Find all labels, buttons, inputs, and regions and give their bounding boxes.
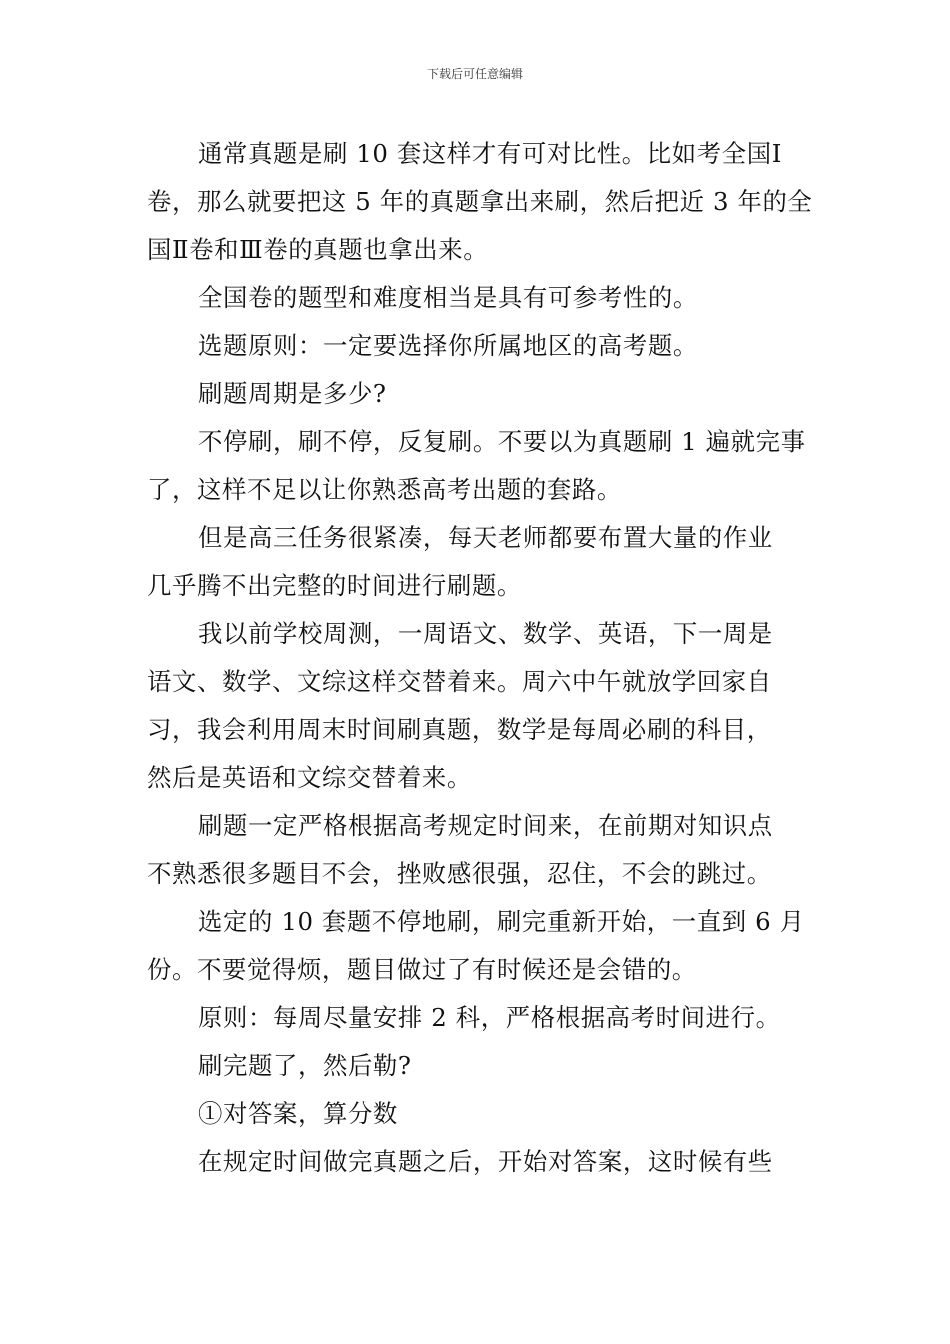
text-line: 份。不要觉得烦，题目做过了有时候还是会错的。 bbox=[147, 955, 697, 984]
paragraph bbox=[147, 610, 807, 802]
text-line: 刷题一定严格根据高考规定时间来，在前期对知识点 bbox=[198, 811, 773, 840]
text-line: 全国卷的题型和难度相当是具有可参考性的。 bbox=[198, 283, 698, 312]
paragraph bbox=[147, 898, 807, 994]
paragraph bbox=[147, 1090, 807, 1138]
text-line: 原则：每周尽量安排 2 科，严格根据高考时间进行。 bbox=[198, 1003, 781, 1032]
text-line: 我以前学校周测，一周语文、数学、英语，下一周是 bbox=[198, 619, 773, 648]
text-line: 不停刷，刷不停，反复刷。不要以为真题刷 1 遍就完事 bbox=[198, 427, 806, 456]
text-line: 但是高三任务很紧凑，每天老师都要布置大量的作业 bbox=[198, 523, 773, 552]
paragraph bbox=[147, 514, 807, 610]
paragraph bbox=[147, 130, 813, 274]
paragraph bbox=[147, 370, 807, 418]
paragraph bbox=[147, 802, 807, 898]
text-line: 卷，那么就要把这 5 年的真题拿出来刷，然后把近 3 年的全 bbox=[147, 187, 813, 216]
text-line: 刷完题了，然后勒? bbox=[198, 1051, 412, 1080]
paragraph bbox=[147, 322, 807, 370]
text-line: 国Ⅱ卷和Ⅲ卷的真题也拿出来。 bbox=[147, 235, 489, 264]
text-line: 几乎腾不出完整的时间进行刷题。 bbox=[147, 571, 522, 600]
page-header: 下载后可任意编辑 bbox=[426, 67, 523, 81]
paragraph bbox=[147, 1138, 807, 1186]
text-line: 然后是英语和文综交替着来。 bbox=[147, 763, 472, 792]
text-line: 不熟悉很多题目不会，挫败感很强，忍住，不会的跳过。 bbox=[147, 859, 772, 888]
paragraph bbox=[147, 274, 807, 322]
text-line: 在规定时间做完真题之后，开始对答案，这时候有些 bbox=[198, 1147, 773, 1176]
text-line: 选定的 10 套题不停地刷，刷完重新开始，一直到 6 月 bbox=[198, 907, 805, 936]
document-body bbox=[147, 130, 813, 1186]
paragraph bbox=[147, 994, 807, 1042]
text-line: 刷题周期是多少? bbox=[198, 379, 387, 408]
text-line: 了，这样不足以让你熟悉高考出题的套路。 bbox=[147, 475, 622, 504]
text-line: 通常真题是刷 10 套这样才有可对比性。比如考全国Ⅰ bbox=[198, 139, 782, 168]
paragraph bbox=[147, 1042, 807, 1090]
text-line: 习，我会利用周末时间刷真题，数学是每周必刷的科目， bbox=[147, 715, 772, 744]
paragraph bbox=[147, 418, 807, 514]
text-line: 选题原则：一定要选择你所属地区的高考题。 bbox=[198, 331, 698, 360]
text-line: 语文、数学、文综这样交替着来。周六中午就放学回家自 bbox=[147, 667, 772, 696]
text-line: ①对答案，算分数 bbox=[198, 1099, 398, 1128]
